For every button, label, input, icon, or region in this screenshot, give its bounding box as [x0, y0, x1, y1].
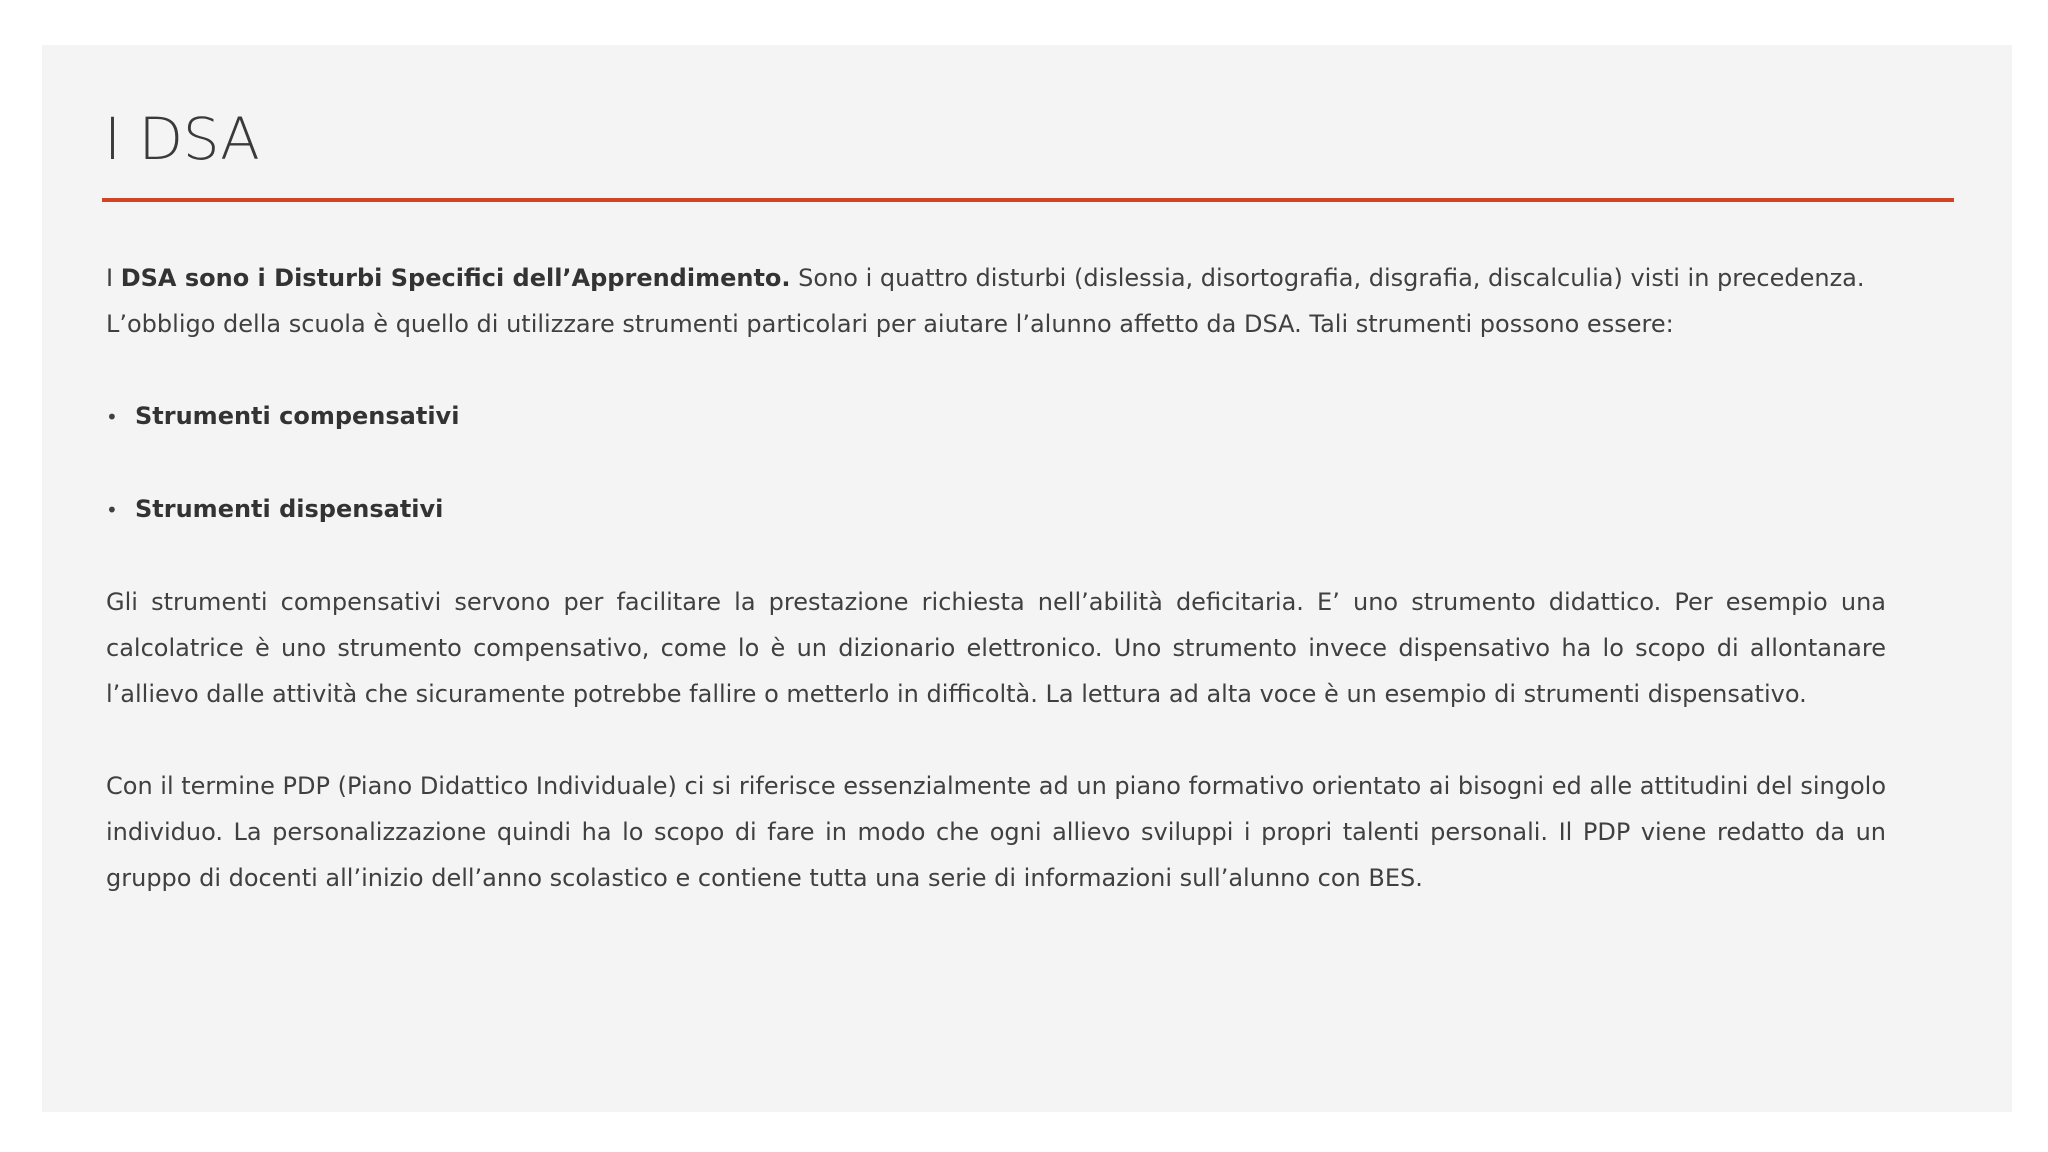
slide-body — [106, 255, 1886, 901]
title-underline — [102, 198, 1954, 202]
intro-prefix: I — [106, 264, 121, 292]
paragraph-strumenti: Gli strumenti compensativi servono per facilitare la prestazione richiesta nell’abilità deficitaria. E’ uno strumento didattico. Per esempio una calcolatrice è uno strumento compensativo, come lo è un dizionario elettronico. Uno strumento invece dispensativo ha lo scopo di allontanare l’allievo dalle attività che sicuramente potrebbe fallire o metterlo in difficoltà. La lettura ad alta voce è un esempio di strumenti dispensativo. — [106, 588, 1886, 708]
bullet-item-dispensativi — [106, 486, 1886, 533]
slide-title: I DSA — [104, 105, 260, 173]
bullet-label: Strumenti dispensativi — [135, 495, 444, 523]
intro-bold-text: DSA sono i Disturbi Specifici dell’Apprendimento. — [120, 264, 791, 292]
intro-text: Sono i quattro disturbi (dislessia, disortografia, disgrafia, discalculia) visti in precedenza. L’obbligo della scuola è quello di utilizzare strumenti particolari per aiutare l’alunno affetto da DSA. Tali strumenti possono essere: — [106, 264, 1865, 338]
slide — [42, 45, 2012, 1112]
bullet-icon: • — [106, 498, 118, 522]
paragraph-pdp: Con il termine PDP (Piano Didattico Individuale) ci si riferisce essenzialmente ad un piano formativo orientato ai bisogni ed alle attitudini del singolo individuo. La personalizzazione quindi ha lo scopo di fare in modo che ogni allievo sviluppi i propri talenti personali. Il PDP viene redatto da un gruppo di docenti all’inizio dell’anno scolastico e contiene tutta una serie di informazioni sull’alunno con BES. — [106, 772, 1886, 892]
bullet-item-compensativi — [106, 393, 1886, 440]
intro-paragraph — [106, 255, 1886, 347]
bullet-label: Strumenti compensativi — [135, 402, 460, 430]
bullet-icon: • — [106, 405, 118, 429]
